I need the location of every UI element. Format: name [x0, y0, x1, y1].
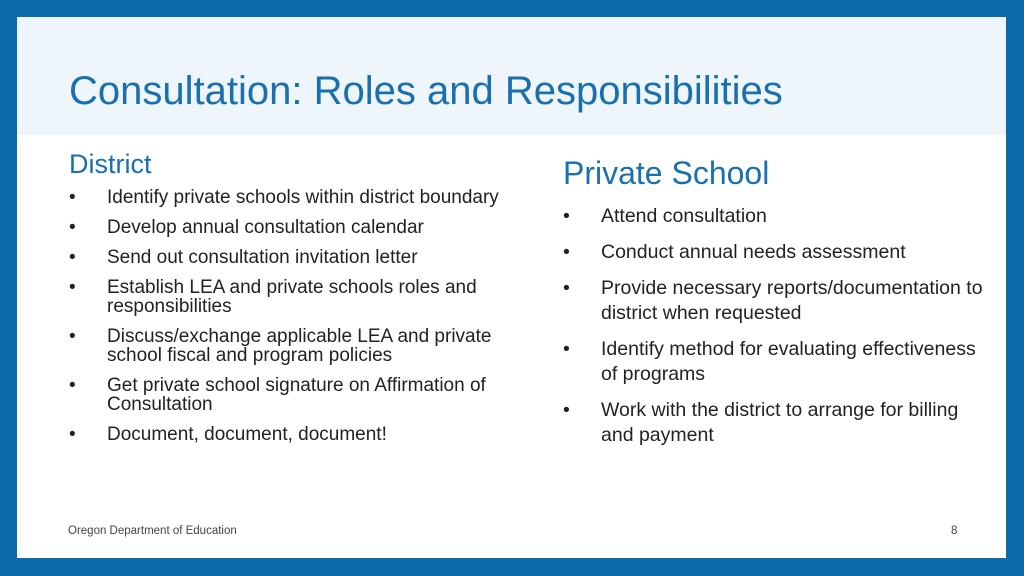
- list-item: [563, 337, 993, 387]
- bullet-icon: •: [563, 277, 570, 299]
- title-band: [17, 17, 1006, 135]
- list-item-text: Identify private schools within district boundary: [107, 187, 499, 208]
- slide: [17, 17, 1006, 558]
- list-item-text: Work with the district to arrange for billing and payment: [601, 399, 959, 446]
- list-item-text: Send out consultation invitation letter: [107, 247, 418, 268]
- list-item: [563, 276, 993, 326]
- bullet-icon: •: [69, 247, 76, 268]
- district-column: [69, 149, 539, 455]
- private-school-column: [563, 155, 993, 459]
- bullet-icon: •: [563, 205, 570, 227]
- bullet-icon: •: [69, 326, 76, 347]
- list-item-text: Establish LEA and private schools roles and responsibilities: [107, 277, 477, 317]
- bullet-icon: •: [563, 338, 570, 360]
- slide-title: Consultation: Roles and Responsibilities: [69, 69, 783, 113]
- list-item-text: Develop annual consultation calendar: [107, 217, 424, 238]
- bullet-icon: •: [69, 375, 76, 396]
- list-item-text: Document, document, document!: [107, 424, 387, 445]
- list-item-text: Provide necessary reports/documentation to district when requested: [601, 277, 983, 324]
- list-item: [69, 327, 539, 365]
- list-item: [69, 376, 539, 414]
- private-school-list: [563, 204, 993, 448]
- bullet-icon: •: [69, 424, 76, 445]
- list-item: [563, 204, 993, 229]
- private-school-heading: Private School: [563, 155, 770, 191]
- list-item-text: Conduct annual needs assessment: [601, 241, 906, 263]
- list-item: [563, 240, 993, 265]
- list-item: [563, 398, 993, 448]
- list-item: [69, 218, 539, 237]
- bullet-icon: •: [69, 217, 76, 238]
- list-item: [69, 248, 539, 267]
- list-item-text: Identify method for evaluating effectiveness of programs: [601, 338, 976, 385]
- bullet-icon: •: [563, 399, 570, 421]
- bullet-icon: •: [69, 277, 76, 298]
- footer-organization: Oregon Department of Education: [68, 525, 237, 537]
- list-item: [69, 425, 539, 444]
- list-item-text: Get private school signature on Affirmation of Consultation: [107, 375, 486, 415]
- district-heading: District: [69, 149, 152, 179]
- list-item-text: Attend consultation: [601, 205, 767, 227]
- bullet-icon: •: [69, 187, 76, 208]
- list-item: [69, 188, 539, 207]
- page-number: 8: [951, 525, 958, 537]
- bullet-icon: •: [563, 241, 570, 263]
- district-list: [69, 188, 539, 444]
- list-item: [69, 278, 539, 316]
- list-item-text: Discuss/exchange applicable LEA and private school fiscal and program policies: [107, 326, 492, 366]
